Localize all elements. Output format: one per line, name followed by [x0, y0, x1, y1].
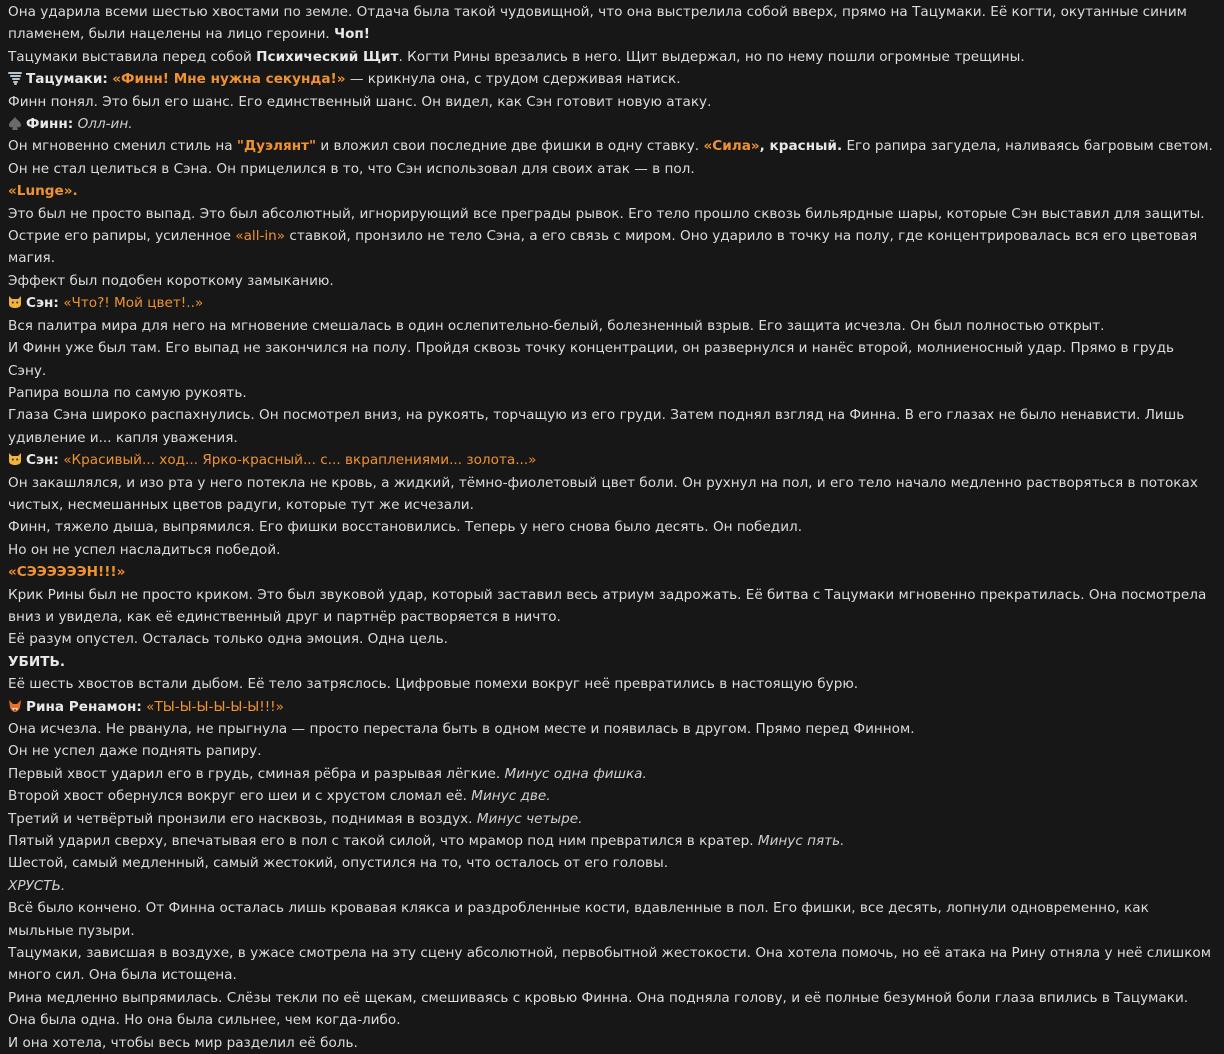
paragraph [8, 46, 1216, 68]
paragraph: И Финн уже был там. Его выпад не закончился на полу. Пройдя сквозь точку концентрации, он развернулся и нанёс второй, молниеносный удар. Прямо в грудь Сэну. [8, 340, 1175, 379]
paragraph [8, 1, 1216, 46]
paragraph [8, 763, 1216, 785]
dialogue-quote: Олл-ин. [77, 116, 133, 133]
speaker-name: Рина Ренамон: [26, 698, 142, 715]
dialogue-line [8, 696, 1216, 718]
narration: Второй хвост обернулся вокруг его шеи и с хрустом сломал её. [8, 788, 472, 805]
speaker-name: Финн: [26, 116, 74, 133]
speaker-name: Тацумаки: [26, 71, 108, 88]
dialogue-line [8, 292, 1216, 314]
cat-face-icon [8, 452, 22, 466]
narration: Первый хвост ударил его в грудь, сминая рёбра и разрывая лёгкие. [8, 765, 505, 782]
paragraph [8, 203, 1216, 270]
paragraph: Рина медленно выпрямилась. Слёзы текли по её щекам, смешиваясь с кровью Финна. Она подняла голову, и её полные безумной боли глаза впились в Тацумаки. [8, 989, 1189, 1006]
paragraph: Финн, тяжело дыша, выпрямился. Его фишки восстановились. Теперь у него снова было десять. Он победил. [8, 519, 803, 536]
paragraph: Эффект был подобен короткому замыканию. [8, 272, 334, 289]
paragraph: Финн понял. Это был его шанс. Его единственный шанс. Он видел, как Сэн готовит новую атаку. [8, 93, 712, 110]
paragraph: Вся палитра мира для него на мгновение смешалась в один ослепительно-белый, болезненный взрыв. Его защита исчезла. Он был полностью открыт. [8, 317, 1105, 334]
chip-count: Минус пять. [757, 833, 845, 850]
sound-effect: ХРУСТЬ. [8, 877, 66, 894]
bet-name: «all-in» [235, 228, 286, 245]
paragraph: Её разум опустел. Осталась только одна эмоция. Одна цель. [8, 631, 448, 648]
scream: «СЭЭЭЭЭЭН!!!» [8, 564, 126, 581]
speaker-name: Сэн: [26, 295, 59, 312]
attack-name: «Lunge». [8, 183, 78, 200]
paragraph [8, 785, 1216, 807]
skill-name: Психический Щит [256, 48, 399, 65]
narration: . Когти Рины врезались в него. Щит выдержал, но по нему пошли огромные трещины. [398, 48, 1025, 65]
narration: и вложил свои последние две фишки в одну ставку. [316, 138, 704, 155]
chip-count: Минус четыре. [476, 810, 583, 827]
cat-face-icon [8, 295, 22, 309]
dialogue-quote: «Красивый... ход... Ярко-красный... с... вкраплениями... золота...» [63, 452, 537, 469]
dialogue-quote: «Что?! Мой цвет!..» [63, 295, 204, 312]
fox-face-icon [8, 699, 22, 713]
chip-color: , красный. [759, 138, 843, 155]
chip-name: «Сила» [703, 138, 760, 155]
paragraph [8, 830, 1216, 852]
narration: — крикнула она, с трудом сдерживая натиск. [345, 71, 681, 88]
paragraph: Её шесть хвостов встали дыбом. Её тело затряслось. Цифровые помехи вокруг неё превратились в настоящую бурю. [8, 676, 859, 693]
narration: Его рапира загудела, наливаясь багровым светом. Он не стал целиться в Сэна. Он прицелился в то, что Сэн использовал для своих атак — в пол. [8, 138, 1213, 177]
paragraph: Тацумаки, зависшая в воздухе, в ужасе смотрела на эту сцену абсолютной, первобытной жестокости. Она хотела помочь, но её атака на Рину отняла у неё слишком много сил. Она была истощена. [8, 945, 1212, 984]
narration: Она ударила всеми шестью хвостами по земле. Отдача была такой чудовищной, что она выстрелила собой вверх, прямо на Тацумаки. Её когти, окутанные синим пламенем, были нацелены на лицо героини. [8, 4, 1187, 43]
spade-icon [8, 116, 22, 130]
paragraph: Она исчезла. Не рванула, не прыгнула — просто перестала быть в одном месте и появилась в другом. Прямо перед Финном. [8, 721, 915, 737]
paragraph: Крик Рины был не просто криком. Это был звуковой удар, который заставил весь атриум задрожать. Её битва с Тацумаки мгновенно прекратилась. Она посмотрела вниз и увидела, как её единственный друг и партнёр растворяется в ничто. [8, 586, 1207, 625]
paragraph [8, 135, 1216, 180]
narration: Он мгновенно сменил стиль на [8, 138, 237, 155]
paragraph: Глаза Сэна широко распахнулись. Он посмотрел вниз, на рукоять, торчащую из его груди. Затем поднял взгляд на Финна. В его глазах не было ненависти. Лишь удивление и... капля уважения. [8, 407, 1185, 446]
sound-effect: Чоп! [334, 26, 370, 43]
style-name: "Дуэлянт" [236, 138, 317, 155]
narration: Пятый ударил сверху, впечатывая его в пол с такой силой, что мрамор под ним превратился в кратер. [8, 833, 758, 850]
paragraph: Рапира вошла по самую рукоять. [8, 384, 247, 401]
paragraph: Он закашлялся, и изо рта у него потекла не кровь, а жидкий, тёмно-фиолетовый цвет боли. Он рухнул на пол, и его тело начало медленно растворяться в потоках чистых, несмешанных цветов радуги, которые тут же исчезали. [8, 474, 1198, 513]
dialogue-quote: «ТЫ-Ы-Ы-Ы-Ы-Ы!!!» [146, 698, 284, 715]
dialogue-line [8, 113, 1216, 135]
paragraph: Она была одна. Но она была сильнее, чем когда-либо. [8, 1012, 401, 1029]
dialogue-line [8, 68, 1216, 90]
emphasis-word: УБИТЬ. [8, 653, 66, 670]
chip-count: Минус одна фишка. [504, 765, 647, 782]
dialogue-line [8, 449, 1216, 471]
paragraph: И она хотела, чтобы весь мир разделил её боль. [8, 1034, 358, 1051]
narration: ставкой, пронзило не тело Сэна, а его связь с миром. Оно ударило в точку на полу, где концентрировалась вся его цветовая магия. [8, 228, 1198, 267]
paragraph: Но он не успел насладиться победой. [8, 541, 281, 558]
paragraph [8, 808, 1216, 830]
narration: Третий и четвёртый пронзили его насквозь, поднимая в воздух. [8, 810, 477, 827]
paragraph: Он не успел даже поднять рапиру. [8, 743, 262, 760]
narration: Тацумаки выставила перед собой [8, 48, 257, 65]
speaker-name: Сэн: [26, 452, 59, 469]
narration: Это был не просто выпад. Это был абсолютный, игнорирующий все преграды рывок. Его тело прошло сквозь бильярдные шары, которые Сэн выставил для защиты. Острие его рапиры, усиленное [8, 205, 1205, 245]
chip-count: Минус две. [471, 788, 551, 805]
paragraph: Всё было кончено. От Финна осталась лишь кровавая клякса и раздробленные кости, вдавленные в пол. Его фишки, все десять, лопнули одновременно, как мыльные пузыри. [8, 900, 1149, 939]
tornado-icon [8, 71, 22, 85]
paragraph: Шестой, самый медленный, самый жестокий, опустился на то, что осталось от его головы. [8, 855, 669, 872]
dialogue-quote: «Финн! Мне нужна секунда!» [112, 71, 346, 88]
